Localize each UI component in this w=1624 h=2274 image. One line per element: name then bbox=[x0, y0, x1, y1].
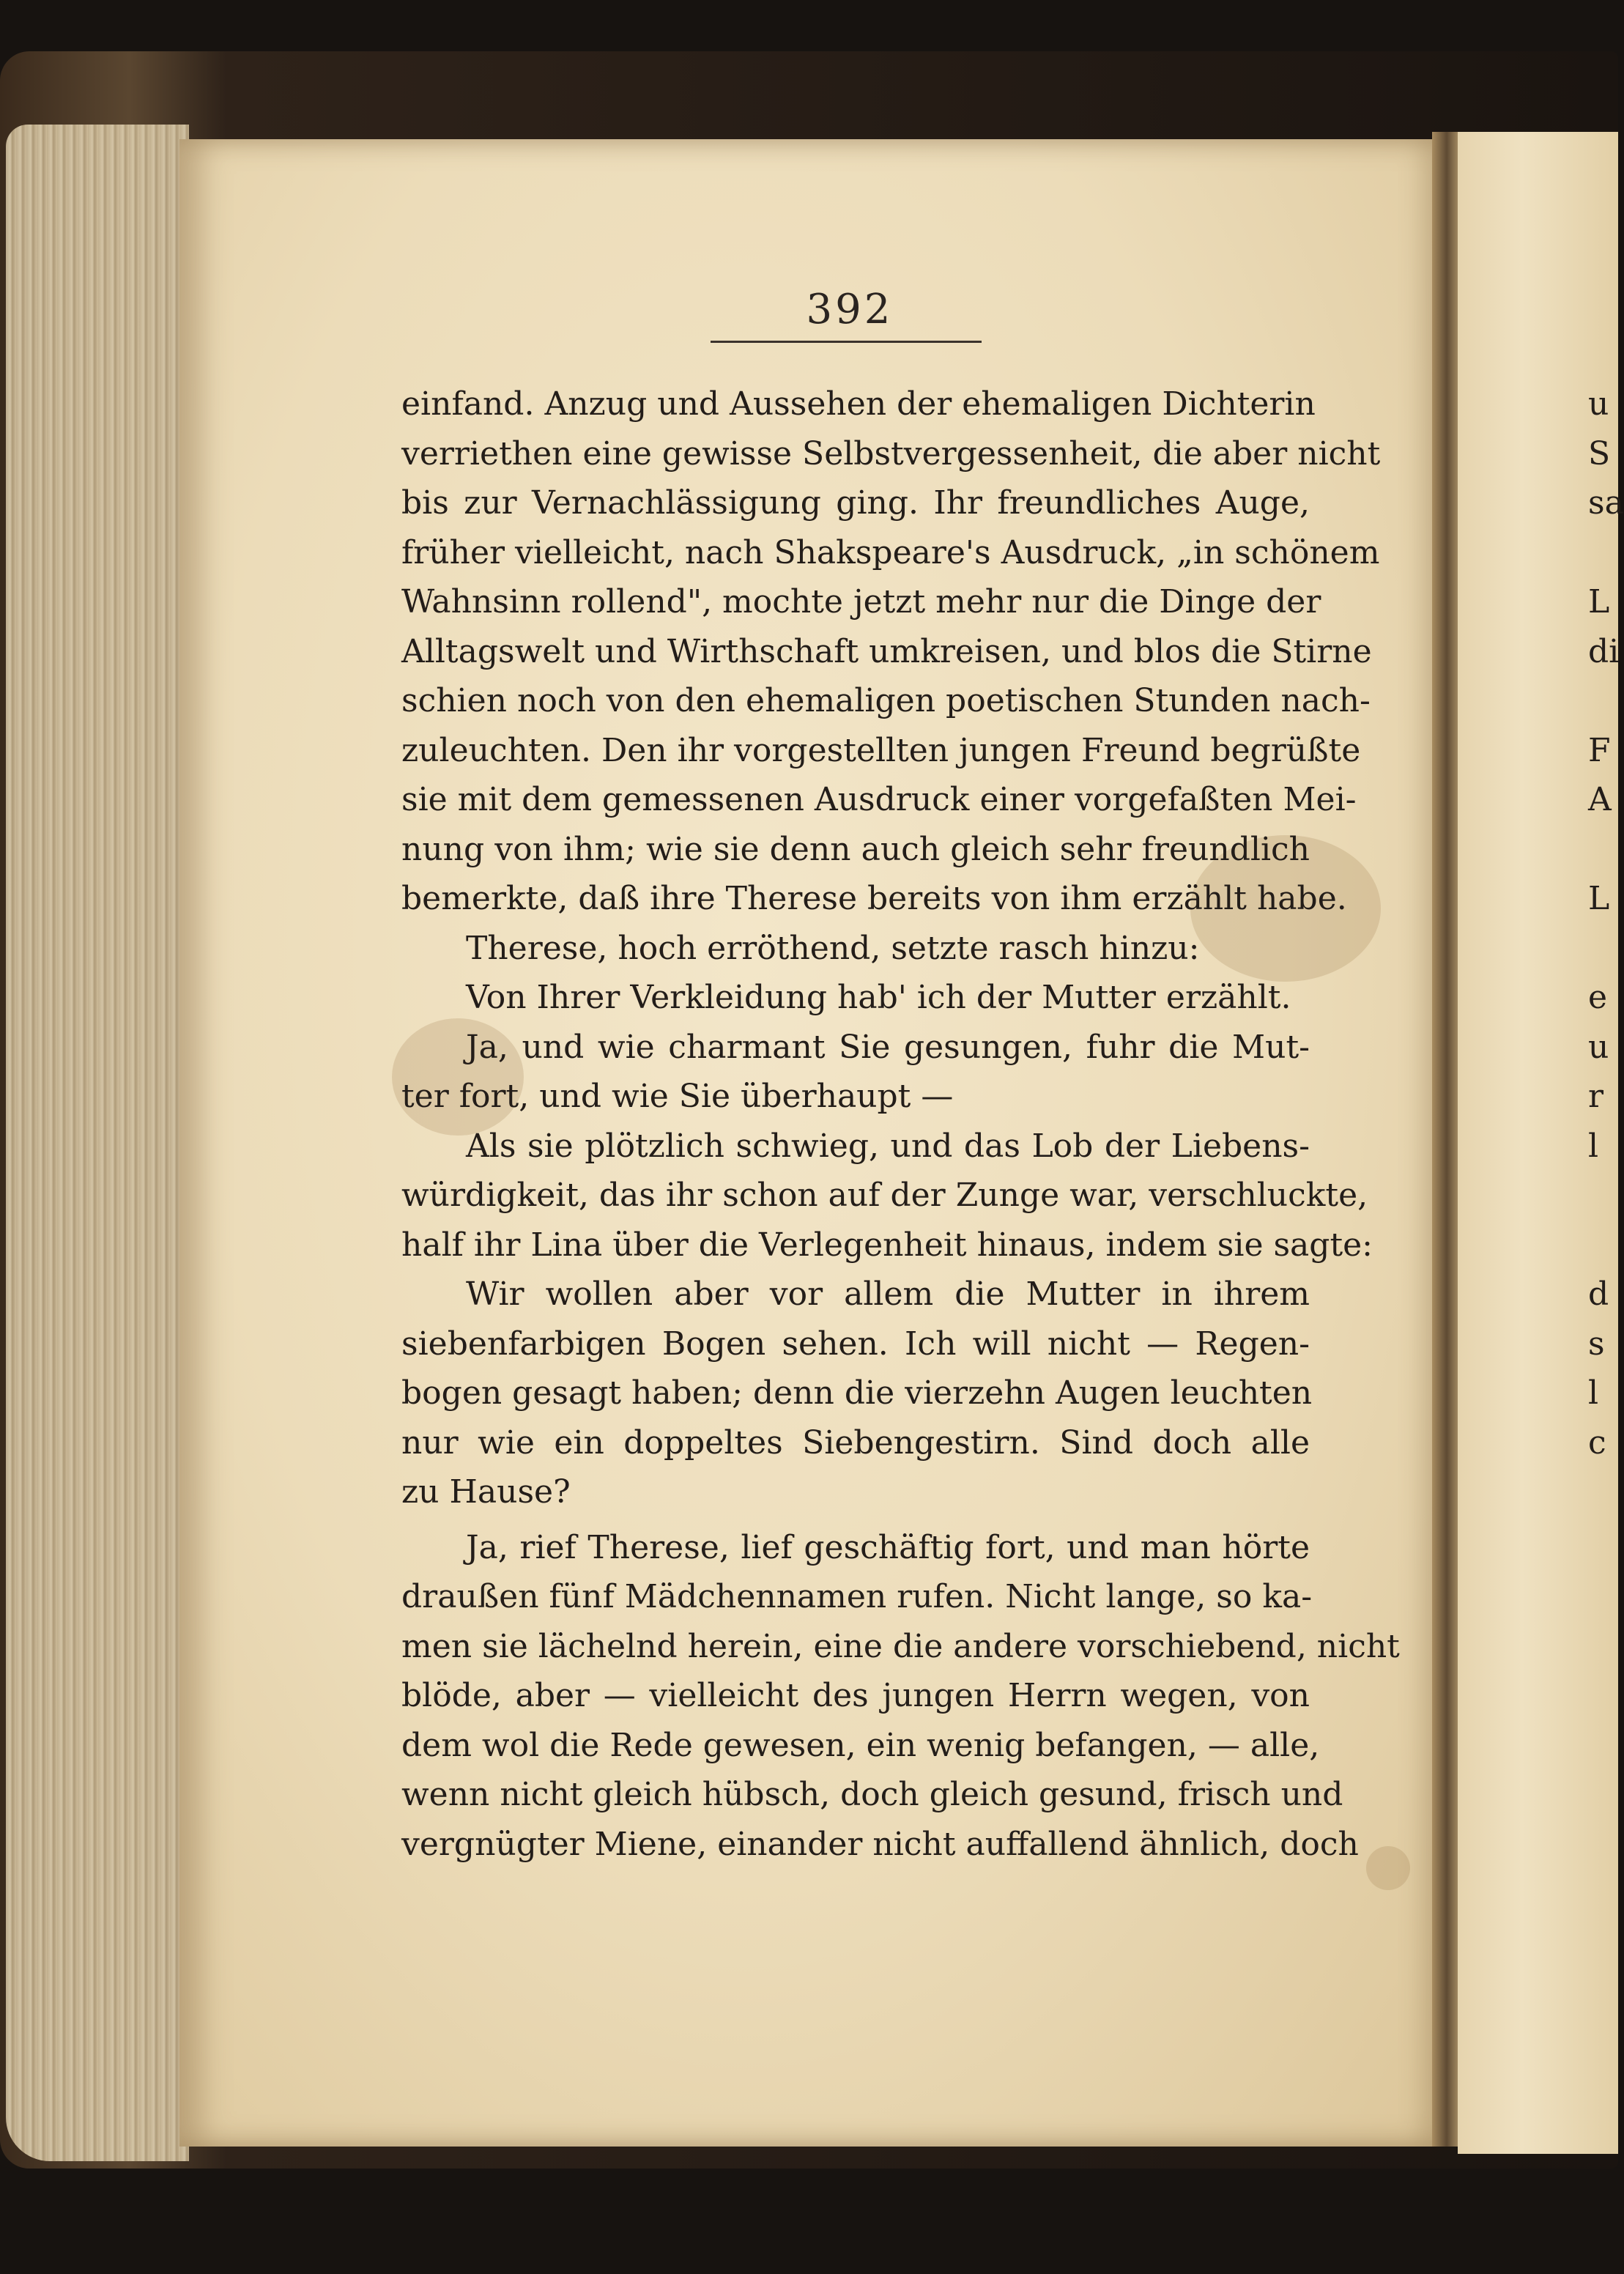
right-page-fragment: s bbox=[1588, 1325, 1605, 1363]
text-line: half ihr Lina über die Verlegenheit hinaus, indem sie sagte: bbox=[401, 1226, 1373, 1264]
text-line: würdigkeit, das ihr schon auf der Zunge war, verschluckte, bbox=[401, 1177, 1368, 1214]
right-page-fragment: di bbox=[1588, 632, 1620, 670]
text-line: schien noch von den ehemaligen poetischen Stunden nach- bbox=[401, 682, 1371, 719]
text-line: Wir wollen aber vor allem die Mutter in ihrem bbox=[466, 1275, 1310, 1313]
text-line: siebenfarbigen Bogen sehen. Ich will nicht — Regen- bbox=[401, 1325, 1310, 1363]
right-page-fragment: L bbox=[1588, 583, 1610, 621]
right-page-fragment bbox=[1588, 924, 1617, 974]
text-line: Ja, rief Therese, lief geschäftig fort, und man hörte bbox=[466, 1528, 1310, 1566]
text-line: men sie lächelnd herein, eine die andere vorschiebend, nicht bbox=[401, 1627, 1400, 1665]
right-page-fragment: A bbox=[1588, 781, 1612, 818]
right-page-fragment: F bbox=[1588, 731, 1611, 769]
right-page-fragment: l bbox=[1588, 1374, 1599, 1412]
text-line: ter fort, und wie Sie überhaupt — bbox=[401, 1078, 954, 1115]
text-line: einfand. Anzug und Aussehen der ehemaligen Dichterin bbox=[401, 385, 1316, 423]
text-line: draußen fünf Mädchennamen rufen. Nicht lange, so ka- bbox=[401, 1578, 1313, 1615]
text-line: Wahnsinn rollend", mochte jetzt mehr nur die Dinge der bbox=[401, 583, 1321, 621]
right-page-fragment bbox=[1588, 1221, 1617, 1270]
right-page-fragment: c bbox=[1588, 1423, 1606, 1462]
text-line: vergnügter Miene, einander nicht auffallend ähnlich, doch bbox=[401, 1825, 1359, 1863]
text-line: Als sie plötzlich schwieg, und das Lob der Liebens- bbox=[466, 1127, 1310, 1165]
right-page-text-fragments bbox=[1588, 379, 1624, 1467]
text-line: zu Hause? bbox=[401, 1473, 571, 1511]
right-page-fragment: e bbox=[1588, 979, 1608, 1016]
right-page-fragment bbox=[1588, 676, 1617, 726]
page-edges bbox=[6, 125, 189, 2161]
text-line: bemerkte, daß ihre Therese bereits von ihm erzählt habe. bbox=[401, 880, 1347, 917]
right-page-fragment bbox=[1588, 528, 1617, 578]
header-rule bbox=[711, 341, 982, 343]
text-line: zuleuchten. Den ihr vorgestellten jungen Freund begrüßte bbox=[401, 731, 1361, 769]
body-text bbox=[401, 379, 1400, 1869]
right-page-fragment: d bbox=[1588, 1275, 1609, 1313]
text-line: früher vielleicht, nach Shakspeare's Ausdruck, „in schönem bbox=[401, 533, 1380, 571]
text-line: bogen gesagt haben; denn die vierzehn Augen leuchten bbox=[401, 1374, 1313, 1412]
right-page-fragment: sa bbox=[1588, 484, 1624, 522]
text-line: sie mit dem gemessenen Ausdruck einer vorgefaßten Mei- bbox=[401, 781, 1357, 818]
text-line: dem wol die Rede gewesen, ein wenig befangen, — alle, bbox=[401, 1726, 1320, 1764]
text-line: verriethen eine gewisse Selbstvergessenheit, die aber nicht bbox=[401, 434, 1381, 473]
right-page-fragment bbox=[1588, 825, 1617, 875]
text-line: blöde, aber — vielleicht des jungen Herrn wegen, von bbox=[401, 1677, 1310, 1714]
text-line: bis zur Vernachlässigung ging. Ihr freundliches Auge, bbox=[401, 484, 1310, 522]
book-gutter bbox=[1432, 132, 1461, 2147]
text-line: wenn nicht gleich hübsch, doch gleich gesund, frisch und bbox=[401, 1776, 1343, 1813]
text-line: Von Ihrer Verkleidung hab' ich der Mutter erzählt. bbox=[466, 979, 1291, 1016]
page-number: 392 bbox=[806, 286, 894, 333]
text-line: nung von ihm; wie sie denn auch gleich sehr freundlich bbox=[401, 830, 1310, 868]
text-line: Ja, und wie charmant Sie gesungen, fuhr die Mut- bbox=[466, 1028, 1310, 1066]
right-page-fragment: S bbox=[1588, 434, 1611, 473]
text-line: Therese, hoch erröthend, setzte rasch hinzu: bbox=[466, 929, 1200, 967]
right-page-fragment bbox=[1588, 1171, 1617, 1221]
right-page-fragment: u bbox=[1588, 385, 1609, 423]
text-line: nur wie ein doppeltes Siebengestirn. Sind doch alle bbox=[401, 1423, 1310, 1462]
right-page-fragment: L bbox=[1588, 880, 1610, 917]
right-page-fragment: l bbox=[1588, 1127, 1599, 1165]
text-line: Alltagswelt und Wirthschaft umkreisen, und blos die Stirne bbox=[401, 632, 1372, 670]
right-page-fragment: r bbox=[1588, 1078, 1604, 1115]
right-page-fragment: u bbox=[1588, 1028, 1609, 1066]
